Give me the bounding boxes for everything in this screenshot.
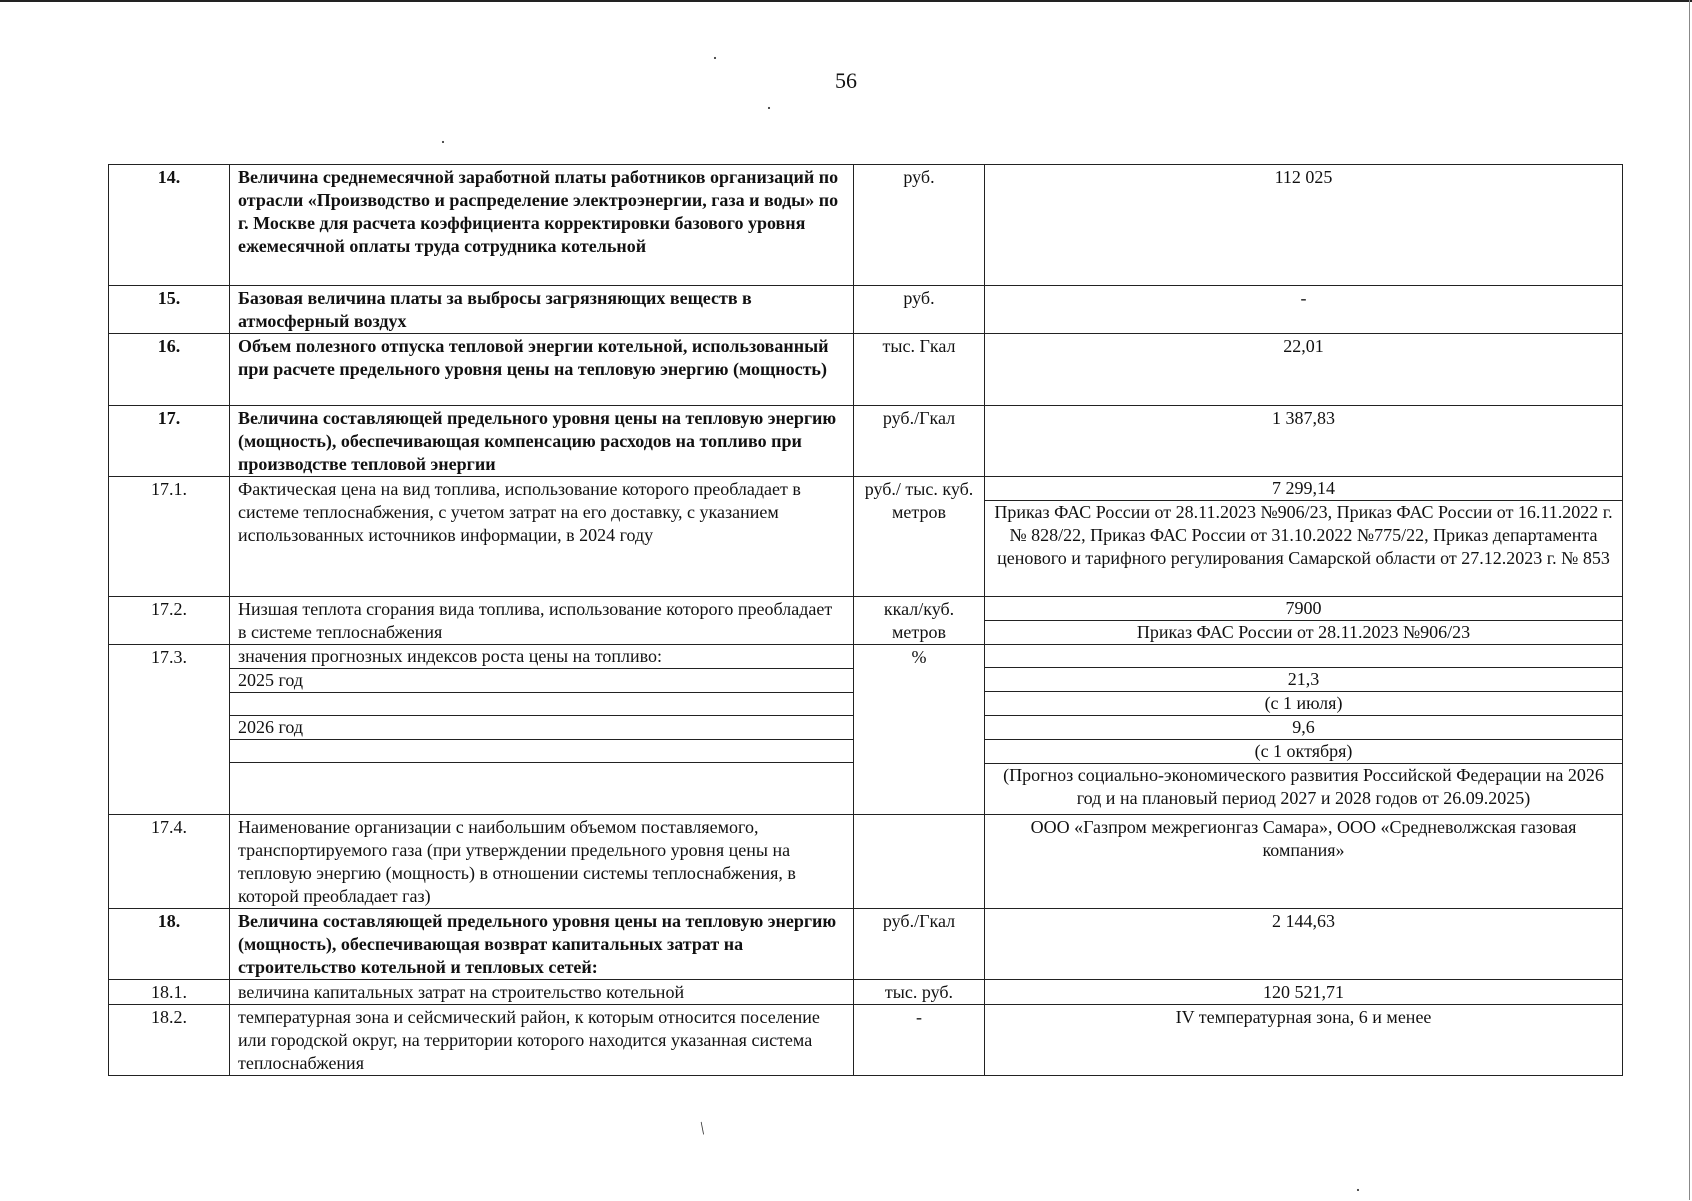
row-description: Величина составляющей предельного уровня цены на тепловую энергию (мощность), обеспечивающая компенсацию расходов на топливо при производстве тепловой энергии <box>230 406 854 477</box>
row-unit: руб./Гкал <box>854 909 985 980</box>
forecast-year-2025: 2025 год <box>230 669 853 693</box>
empty-line <box>230 693 853 716</box>
row-value: - <box>985 286 1623 334</box>
row-unit: руб. <box>854 165 985 286</box>
forecast-value-2026: 9,6 <box>985 716 1622 740</box>
row-unit: тыс. Гкал <box>854 334 985 406</box>
row-number: 18.1. <box>109 980 230 1005</box>
row-description: Величина среднемесячной заработной платы работников организаций по отрасли «Производство и распределение электроэнергии, газа и воды» по г. Москве для расчета коэффициента корректировки базового уровня ежемесячной оплаты труда сотрудника котельной <box>230 165 854 286</box>
table-row <box>109 1005 1623 1076</box>
row-description: температурная зона и сейсмический район, к которым относится поселение или городской округ, на территории которого находится указанная система теплоснабжения <box>230 1005 854 1076</box>
row-value: 7 299,14 <box>985 477 1622 501</box>
table-row <box>109 645 1623 815</box>
row-description: Низшая теплота сгорания вида топлива, использование которого преобладает в системе теплоснабжения <box>230 597 854 645</box>
table-row <box>109 477 1623 597</box>
row-description: Фактическая цена на вид топлива, использование которого преобладает в системе теплоснабжения, с учетом затрат на его доставку, с указанием использованных источников информации, в 2024 году <box>230 477 854 597</box>
row-value: ООО «Газпром межрегионгаз Самара», ООО «Средневолжская газовая компания» <box>985 815 1623 909</box>
scan-speck: · <box>440 132 446 152</box>
row-description-cell <box>230 645 854 815</box>
scan-speck: · <box>1355 1180 1361 1200</box>
row-value-cell <box>985 597 1623 645</box>
right-border <box>1689 0 1690 1200</box>
page-number: 56 <box>835 68 857 93</box>
forecast-note-2025: (с 1 июля) <box>985 692 1622 716</box>
row-source: Приказ ФАС России от 28.11.2023 №906/23, Приказ ФАС России от 16.11.2022 г. № 828/22, Приказ ФАС России от 31.10.2022 №775/22, Приказ департамента ценового и тарифного регулирования Самарской области от 27.12.2023 г. № 853 <box>994 502 1613 568</box>
row-number: 18.2. <box>109 1005 230 1076</box>
table-row <box>109 286 1623 334</box>
row-number: 18. <box>109 909 230 980</box>
forecast-value-2025: 21,3 <box>985 668 1622 692</box>
row-value-cell <box>985 645 1623 815</box>
table-row <box>109 815 1623 909</box>
row-unit: ккал/куб. метров <box>854 597 985 645</box>
row-source: Приказ ФАС России от 28.11.2023 №906/23 <box>1136 622 1471 642</box>
row-value: IV температурная зона, 6 и менее <box>985 1005 1623 1076</box>
top-border <box>0 0 1692 2</box>
row-description: величина капитальных затрат на строительство котельной <box>230 980 854 1005</box>
table-row <box>109 597 1623 645</box>
tariff-parameters-table <box>108 164 1623 1076</box>
row-unit: руб./Гкал <box>854 406 985 477</box>
row-unit: тыс. руб. <box>854 980 985 1005</box>
row-unit <box>854 815 985 909</box>
row-number: 16. <box>109 334 230 406</box>
row-number: 17.4. <box>109 815 230 909</box>
row-value-cell <box>985 477 1623 597</box>
row-number: 17. <box>109 406 230 477</box>
table-row <box>109 165 1623 286</box>
row-description: значения прогнозных индексов роста цены на топливо: <box>230 645 853 669</box>
row-source: (Прогноз социально-экономического развития Российской Федерации на 2026 год и на плановый период 2027 и 2028 годов от 26.09.2025) <box>1003 765 1604 808</box>
row-number: 14. <box>109 165 230 286</box>
row-unit: % <box>854 645 985 815</box>
row-value: 22,01 <box>985 334 1623 406</box>
row-unit: руб./ тыс. куб. метров <box>854 477 985 597</box>
row-value: 2 144,63 <box>985 909 1623 980</box>
table-row <box>109 406 1623 477</box>
forecast-year-2026: 2026 год <box>230 716 853 740</box>
table-row <box>109 909 1623 980</box>
row-number: 17.3. <box>109 645 230 815</box>
scan-speck: · <box>712 48 718 68</box>
row-number: 15. <box>109 286 230 334</box>
row-unit: - <box>854 1005 985 1076</box>
row-value: 120 521,71 <box>985 980 1623 1005</box>
row-value: 1 387,83 <box>985 406 1623 477</box>
empty-line <box>230 763 853 809</box>
row-value: 112 025 <box>985 165 1623 286</box>
row-description: Объем полезного отпуска тепловой энергии котельной, использованный при расчете предельного уровня цены на тепловую энергию (мощность) <box>230 334 854 406</box>
row-number: 17.1. <box>109 477 230 597</box>
row-value: 7900 <box>985 597 1622 621</box>
row-description: Наименование организации с наибольшим объемом поставляемого, транспортируемого газа (при утверждении предельного уровня цены на тепловую энергию (мощность) в отношении системы теплоснабжения, в которой преобладает газ) <box>230 815 854 909</box>
table-row <box>109 980 1623 1005</box>
empty-line <box>230 740 853 763</box>
scan-speck: · <box>766 98 772 118</box>
row-description: Базовая величина платы за выбросы загрязняющих веществ в атмосферный воздух <box>230 286 854 334</box>
row-description: Величина составляющей предельного уровня цены на тепловую энергию (мощность), обеспечивающая возврат капитальных затрат на строительство котельной и тепловых сетей: <box>230 909 854 980</box>
scan-speck: / <box>695 1118 710 1138</box>
empty-line <box>985 645 1622 668</box>
row-number: 17.2. <box>109 597 230 645</box>
forecast-note-2026: (с 1 октября) <box>985 740 1622 764</box>
row-unit: руб. <box>854 286 985 334</box>
table-row <box>109 334 1623 406</box>
